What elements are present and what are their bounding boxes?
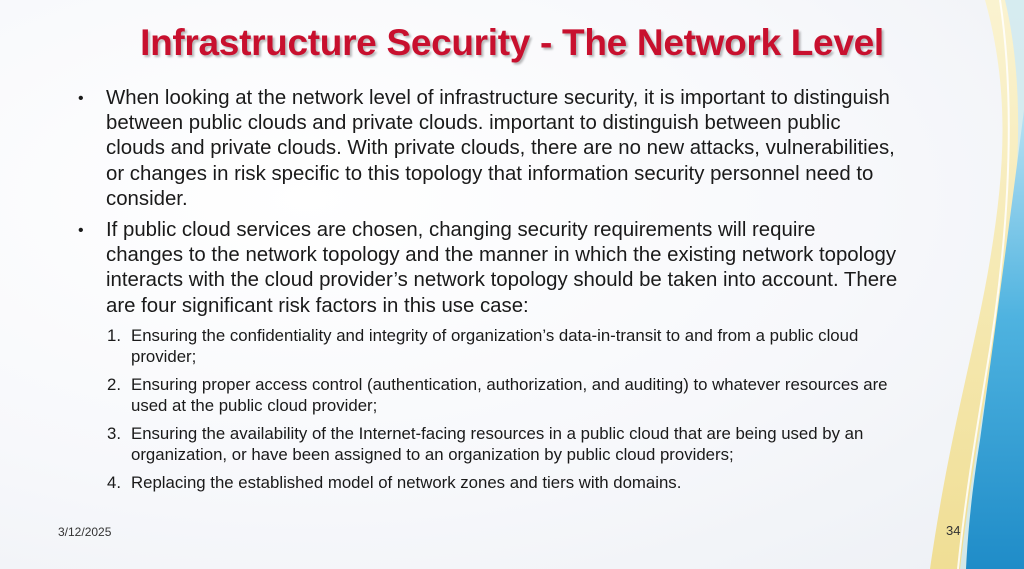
risk-factor-list (51, 325, 898, 493)
risk-factor-number: 3. (107, 423, 121, 443)
risk-factor-number: 4. (107, 472, 121, 492)
risk-factor-text: Ensuring the availability of the Internet-facing resources in a public cloud that are being used by an organization, or have been assigned to an organization by public cloud providers; (131, 423, 864, 464)
slide-date: 3/12/2025 (58, 525, 112, 539)
bullet-item (78, 86, 898, 212)
bullet-dot-icon: • (78, 222, 84, 240)
slide-body (78, 86, 898, 500)
risk-factor-text: Ensuring proper access control (authentication, authorization, and auditing) to whatever resources are used at the public cloud provider; (131, 374, 888, 415)
slide-page-number: 34 (946, 523, 961, 538)
bullet-text: When looking at the network level of infrastructure security, it is important to distinguish between public clouds and private clouds. important to distinguish between public clouds and private clouds. With private clouds, there are no new attacks, vulnerabilities, or changes in risk specific to this topology that information security personnel need to consider. (106, 87, 895, 210)
risk-factor-item (51, 374, 898, 416)
risk-factor-text: Ensuring the confidentiality and integrity of organization’s data-in-transit to and from a public cloud provider; (131, 325, 859, 366)
bullet-text: If public cloud services are chosen, changing security requirements will require changes to the network topology and the manner in which the existing network topology interacts with the cloud provider’s network topology should be taken into account. There are four significant risk factors in this use case: (106, 219, 898, 317)
risk-factor-item (51, 325, 898, 367)
risk-factor-item (51, 423, 898, 465)
bullet-item (78, 218, 898, 319)
risk-factor-number: 2. (107, 374, 121, 394)
slide-title: Infrastructure Security - The Network Level (140, 22, 884, 63)
risk-factor-item (51, 472, 898, 493)
risk-factor-number: 1. (107, 325, 121, 345)
risk-factor-text: Replacing the established model of network zones and tiers with domains. (131, 472, 682, 492)
bullet-dot-icon: • (78, 90, 84, 107)
